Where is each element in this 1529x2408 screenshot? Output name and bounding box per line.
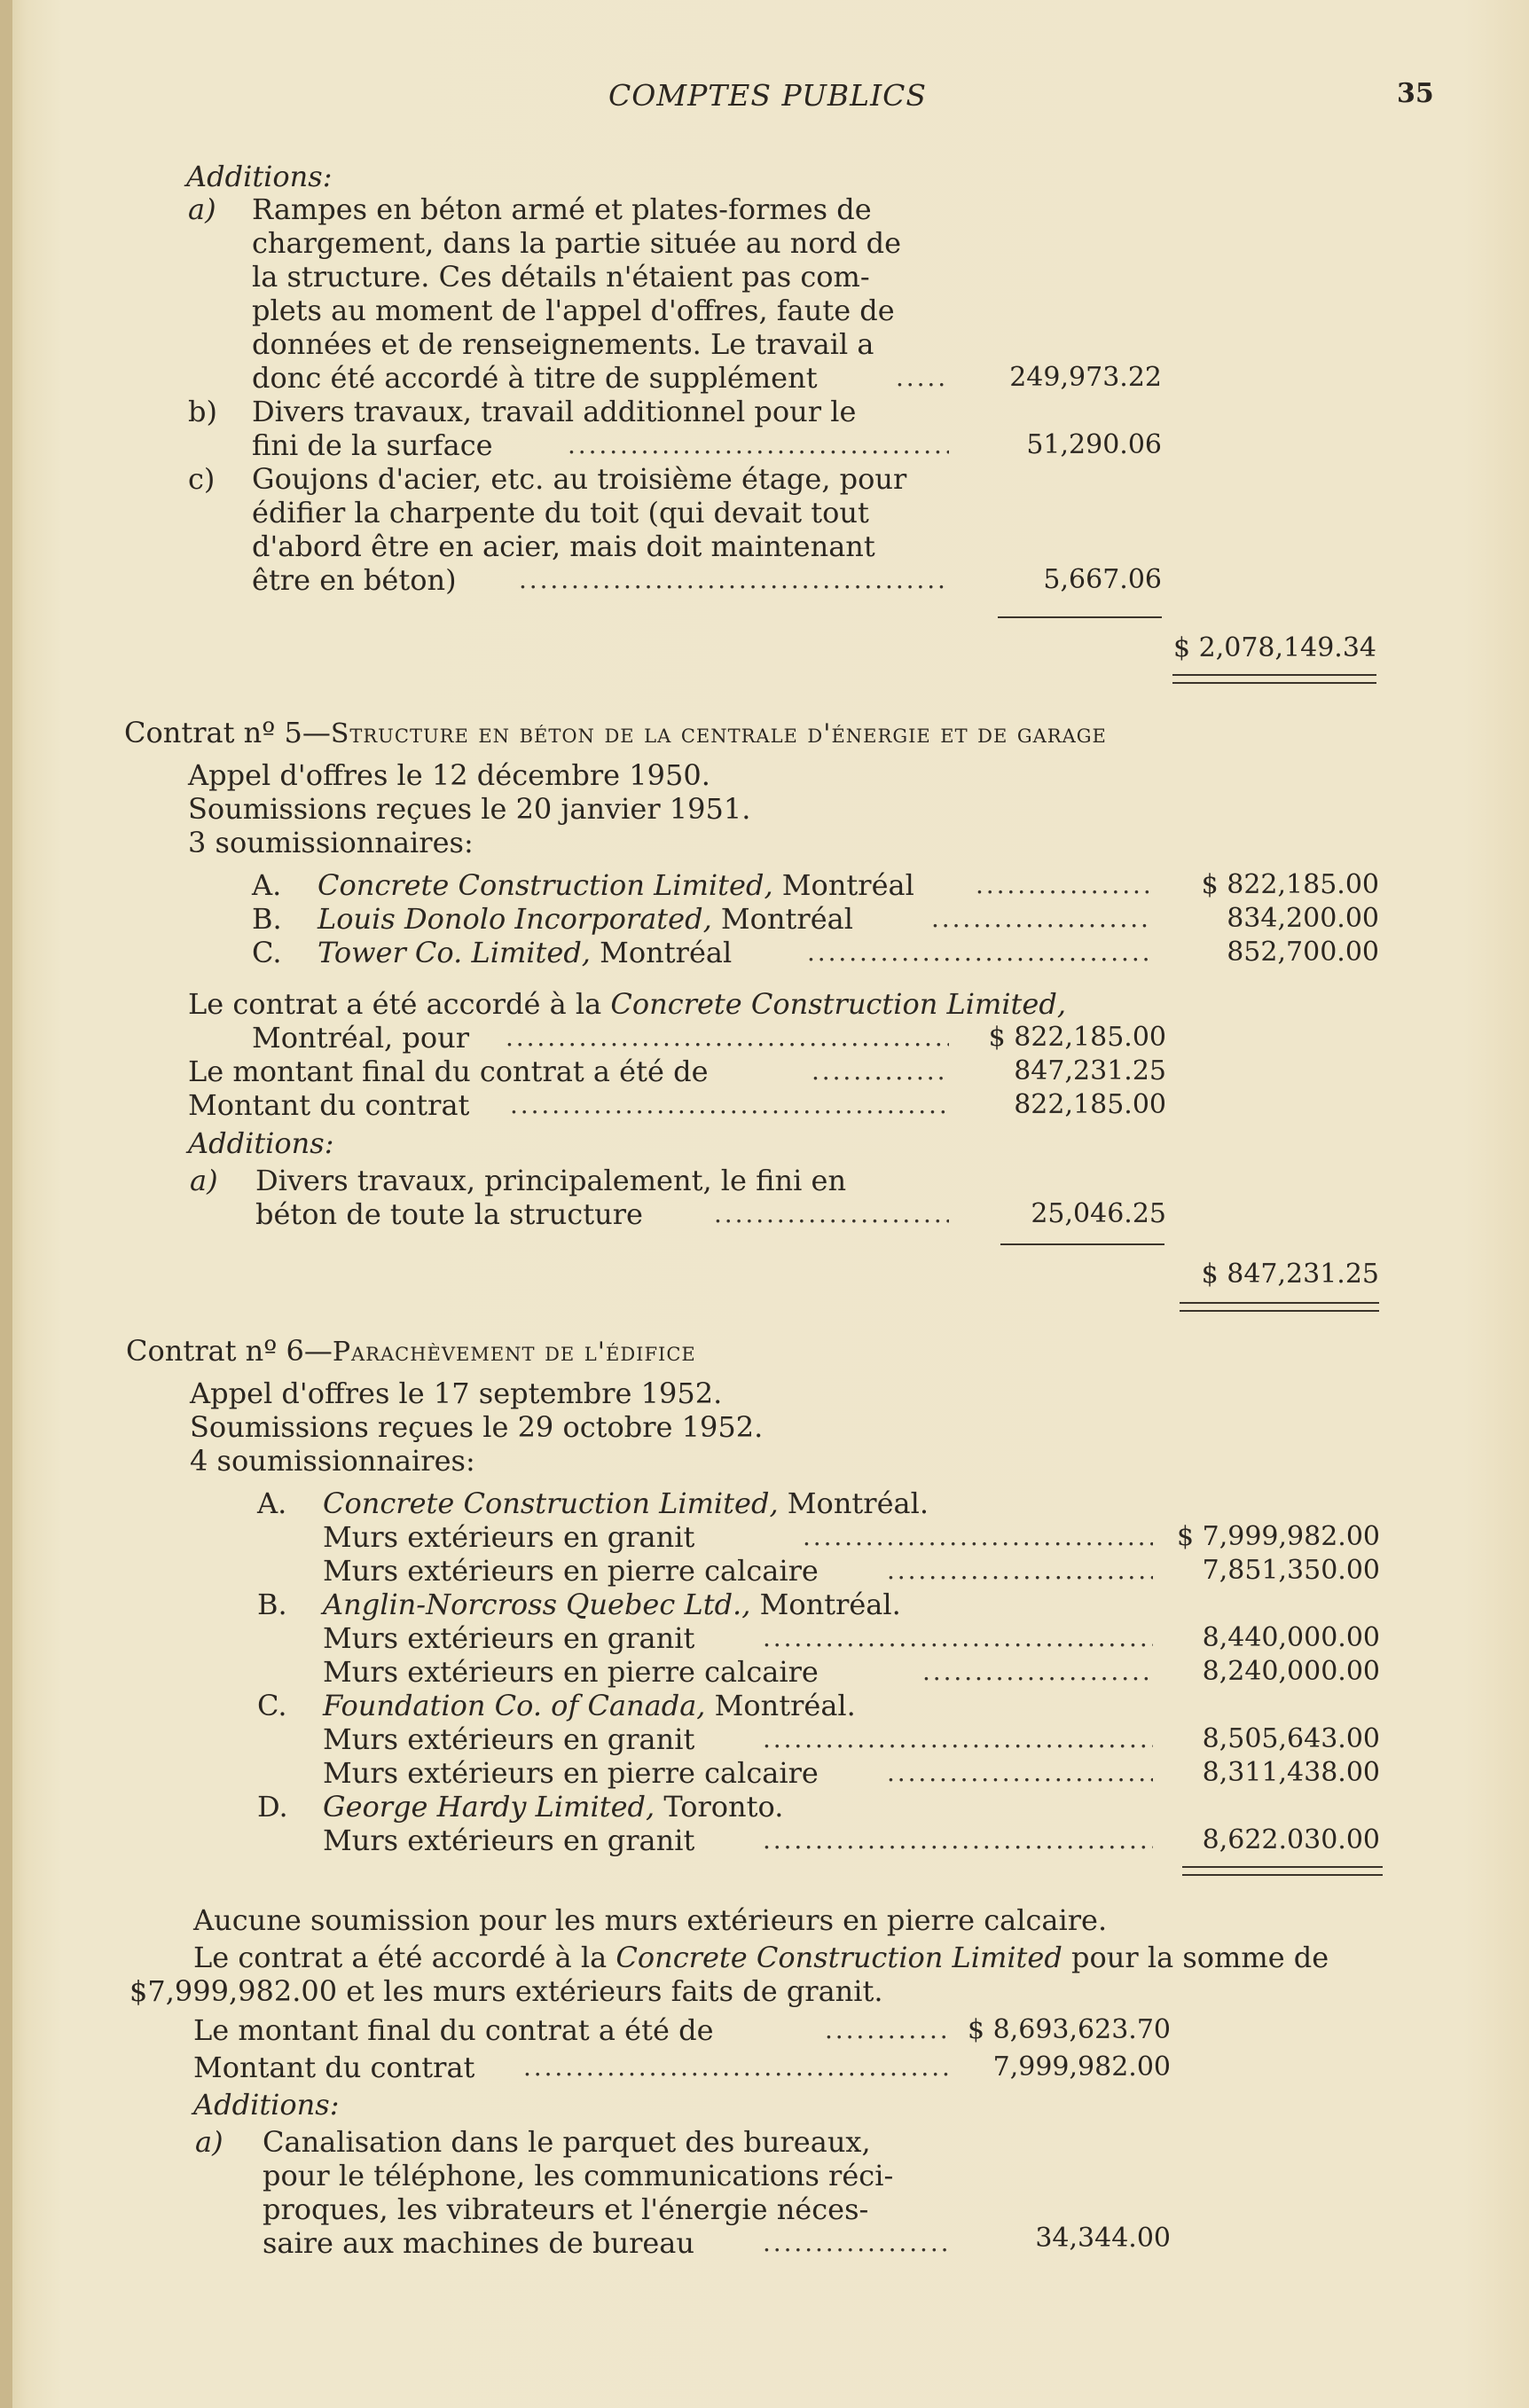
total-double-rule [1182, 1866, 1383, 1876]
bid-row-amount: 8,440,000.00 [1202, 1622, 1380, 1653]
total-double-rule [1180, 1302, 1379, 1312]
bid-row-amount: 8,240,000.00 [1202, 1656, 1380, 1687]
bid-name-line [318, 936, 732, 969]
leader-dots [922, 1655, 1153, 1689]
leader-dots [506, 1021, 949, 1055]
subtotal-rule [1000, 1243, 1164, 1245]
item-a-line-3: la structure. Ces détails n'étaient pas com- [252, 260, 870, 294]
award-text: Le contrat a été accordé à la [193, 1941, 608, 1974]
contract-6-a-line-4: saire aux machines de bureau [263, 2226, 694, 2260]
item-a-line-5: données et de renseignements. Le travail a [252, 327, 874, 361]
contract-6-call: Appel d'offres le 17 septembre 1952. [190, 1377, 723, 1410]
contract-5-count: 3 soumissionnaires: [188, 826, 474, 859]
contract-6-a-line-3: proques, les vibrateurs et l'énergie néces- [263, 2192, 869, 2226]
bidder-name-line [323, 1486, 929, 1520]
contract-6-final-label: Le montant final du contrat a été de [193, 2013, 714, 2047]
bidder-city: Montréal. [714, 1689, 856, 1722]
leader-dots [763, 1621, 1153, 1655]
contract-6-a-line-1: Canalisation dans le parquet des bureaux, [263, 2125, 871, 2159]
contract-5-total: $ 847,231.25 [1201, 1259, 1379, 1290]
leader-dots [568, 428, 949, 462]
bid-amount: 834,200.00 [1227, 903, 1379, 934]
bid-row-amount: $ 7,999,982.00 [1176, 1521, 1380, 1552]
bid-row-label: Murs extérieurs en granit [323, 1520, 695, 1554]
bid-company: Concrete Construction Limited, [318, 868, 773, 902]
contract-5-a-amount: 25,046.25 [1031, 1198, 1166, 1229]
contract-6-count: 4 soumissionnaires: [190, 1444, 475, 1478]
leader-dots [887, 1756, 1153, 1790]
bidder-city: Montréal. [787, 1486, 929, 1520]
bid-row-label: Murs extérieurs en granit [323, 1824, 695, 1857]
contract-5-title [124, 716, 1107, 749]
item-c-line-2: édifier la charpente du toit (qui devait tout [252, 496, 869, 529]
contract-6-contract-amount: 7,999,982.00 [992, 2051, 1171, 2082]
bid-letter: B. [252, 902, 282, 936]
bidder-letter: C. [257, 1689, 287, 1722]
award-text-2: pour la somme de [1071, 1941, 1329, 1974]
award-company: Concrete Construction Limited, [610, 987, 1066, 1021]
contract-6-a-amount: 34,344.00 [1035, 2223, 1171, 2254]
bidder-city: Toronto. [663, 1790, 784, 1824]
item-a-label: a) [188, 192, 216, 226]
bidder-name-line [323, 1588, 901, 1621]
bid-company: Louis Donolo Incorporated, [318, 902, 712, 936]
contract-6-title-prefix: Contrat nº 6— [126, 1334, 333, 1368]
leader-dots [763, 1824, 1153, 1857]
contract-5-title-rest: Structure en béton de la centrale d'énergie et de garage [330, 718, 1107, 749]
bid-city: Montréal [720, 902, 853, 936]
contract-6-title [126, 1334, 696, 1368]
contract-6-award-line-1 [193, 1941, 1329, 1974]
bid-row-label: Murs extérieurs en granit [323, 1722, 695, 1756]
award-text: Le contrat a été accordé à la [188, 987, 602, 1021]
contract-5-award-line-2: Montréal, pour [252, 1021, 470, 1055]
running-title: COMPTES PUBLICS [608, 78, 927, 113]
contract-5-final-label: Le montant final du contrat a été de [188, 1055, 709, 1088]
leader-dots [887, 1554, 1153, 1588]
bid-letter: A. [252, 868, 282, 902]
contract-5-final-amount: 847,231.25 [1014, 1055, 1166, 1086]
item-b-amount: 51,290.06 [1026, 429, 1162, 460]
contract-5-award-amount: $ 822,185.00 [988, 1022, 1166, 1053]
bid-amount: 852,700.00 [1227, 937, 1379, 968]
bid-row-label: Murs extérieurs en pierre calcaire [323, 1756, 819, 1790]
bidder-letter: D. [257, 1790, 288, 1824]
contract-6-a-line-2: pour le téléphone, les communications réci- [263, 2159, 894, 2192]
contract-6-title-rest: Parachèvement de l'édifice [332, 1337, 696, 1368]
contract-6-contract-label: Montant du contrat [193, 2051, 475, 2084]
leader-dots [763, 2226, 949, 2260]
bid-row-label: Murs extérieurs en pierre calcaire [323, 1655, 819, 1689]
bid-name-line [318, 902, 853, 936]
block1-total: $ 2,078,149.34 [1172, 632, 1376, 663]
bidder-city: Montréal. [759, 1588, 901, 1621]
item-c-line-1: Goujons d'acier, etc. au troisième étage, pour [252, 462, 907, 496]
bid-city: Montréal [600, 936, 733, 969]
item-c-line-4: être en béton) [252, 563, 457, 597]
contract-5-title-prefix: Contrat nº 5— [124, 716, 331, 749]
item-b-line-1: Divers travaux, travail additionnel pour le [252, 395, 857, 428]
subtotal-rule [998, 616, 1162, 618]
page-header [0, 78, 1529, 117]
leader-dots [510, 1088, 949, 1122]
leader-dots [812, 1055, 949, 1088]
item-c-label: c) [188, 462, 216, 496]
bid-row-amount: 7,851,350.00 [1202, 1555, 1380, 1586]
contract-5-contract-amount: 822,185.00 [1014, 1089, 1166, 1120]
bidder-company: George Hardy Limited, [323, 1790, 655, 1824]
total-double-rule [1172, 674, 1376, 684]
bidder-company: Concrete Construction Limited, [323, 1486, 779, 1520]
contract-5-received: Soumissions reçues le 20 janvier 1951. [188, 792, 751, 826]
item-b-line-2: fini de la surface [252, 428, 493, 462]
bidder-letter: B. [257, 1588, 287, 1621]
leader-dots [896, 361, 949, 395]
leader-dots [803, 1520, 1153, 1554]
contract-6-final-amount: $ 8,693,623.70 [967, 2014, 1171, 2045]
item-c-line-3: d'abord être en acier, mais doit maintenant [252, 529, 875, 563]
bid-row-label: Murs extérieurs en granit [323, 1621, 695, 1655]
bidder-name-line [323, 1689, 856, 1722]
bid-company: Tower Co. Limited, [318, 936, 591, 969]
contract-5-award-line-1 [188, 987, 1066, 1021]
page-number: 35 [1397, 78, 1434, 109]
item-c-amount: 5,667.06 [1043, 564, 1162, 595]
bid-row-label: Murs extérieurs en pierre calcaire [323, 1554, 819, 1588]
bid-row-amount: 8,622.030.00 [1202, 1824, 1380, 1855]
bid-letter: C. [252, 936, 282, 969]
bidder-company: Foundation Co. of Canada, [323, 1689, 706, 1722]
bid-row-amount: 8,311,438.00 [1202, 1757, 1380, 1788]
item-a-label: a) [195, 2125, 223, 2159]
contract-6-received: Soumissions reçues le 29 octobre 1952. [190, 1410, 764, 1444]
leader-dots [519, 563, 949, 597]
item-a-line-2: chargement, dans la partie située au nord de [252, 226, 902, 260]
page-edge [0, 0, 12, 2408]
item-a-line-6: donc été accordé à titre de supplément [252, 361, 818, 395]
additions-heading: Additions: [186, 160, 333, 193]
contract-5-contract-label: Montant du contrat [188, 1088, 470, 1122]
leader-dots [714, 1197, 949, 1231]
contract-5-additions-heading: Additions: [188, 1126, 334, 1160]
leader-dots [976, 868, 1153, 902]
leader-dots [931, 902, 1153, 936]
leader-dots [763, 1722, 1153, 1756]
contract-6-additions-heading: Additions: [193, 2088, 340, 2122]
item-a-label: a) [190, 1164, 218, 1197]
item-a-line-1: Rampes en béton armé et plates-formes de [252, 192, 872, 226]
bid-name-line [318, 868, 914, 902]
contract-5-a-line-2: béton de toute la structure [255, 1197, 643, 1231]
leader-dots [523, 2051, 949, 2084]
leader-dots [825, 2013, 949, 2047]
contract-5-a-line-1: Divers travaux, principalement, le fini en [255, 1164, 847, 1197]
contract-6-award-line-2: $7,999,982.00 et les murs extérieurs faits de granit. [129, 1974, 883, 2008]
bid-row-amount: 8,505,643.00 [1202, 1723, 1380, 1754]
item-b-label: b) [188, 395, 217, 428]
award-company: Concrete Construction Limited [616, 1941, 1062, 1974]
leader-dots [807, 936, 1153, 969]
item-a-amount: 249,973.22 [1009, 362, 1162, 393]
contract-5-call: Appel d'offres le 12 décembre 1950. [188, 758, 710, 792]
bid-amount: $ 822,185.00 [1201, 869, 1379, 900]
item-a-line-4: plets au moment de l'appel d'offres, faute de [252, 294, 895, 327]
bid-city: Montréal [781, 868, 914, 902]
bidder-letter: A. [257, 1486, 287, 1520]
bidder-name-line [323, 1790, 783, 1824]
contract-6-no-bid: Aucune soumission pour les murs extérieurs en pierre calcaire. [193, 1903, 1108, 1937]
bidder-company: Anglin-Norcross Quebec Ltd., [323, 1588, 751, 1621]
